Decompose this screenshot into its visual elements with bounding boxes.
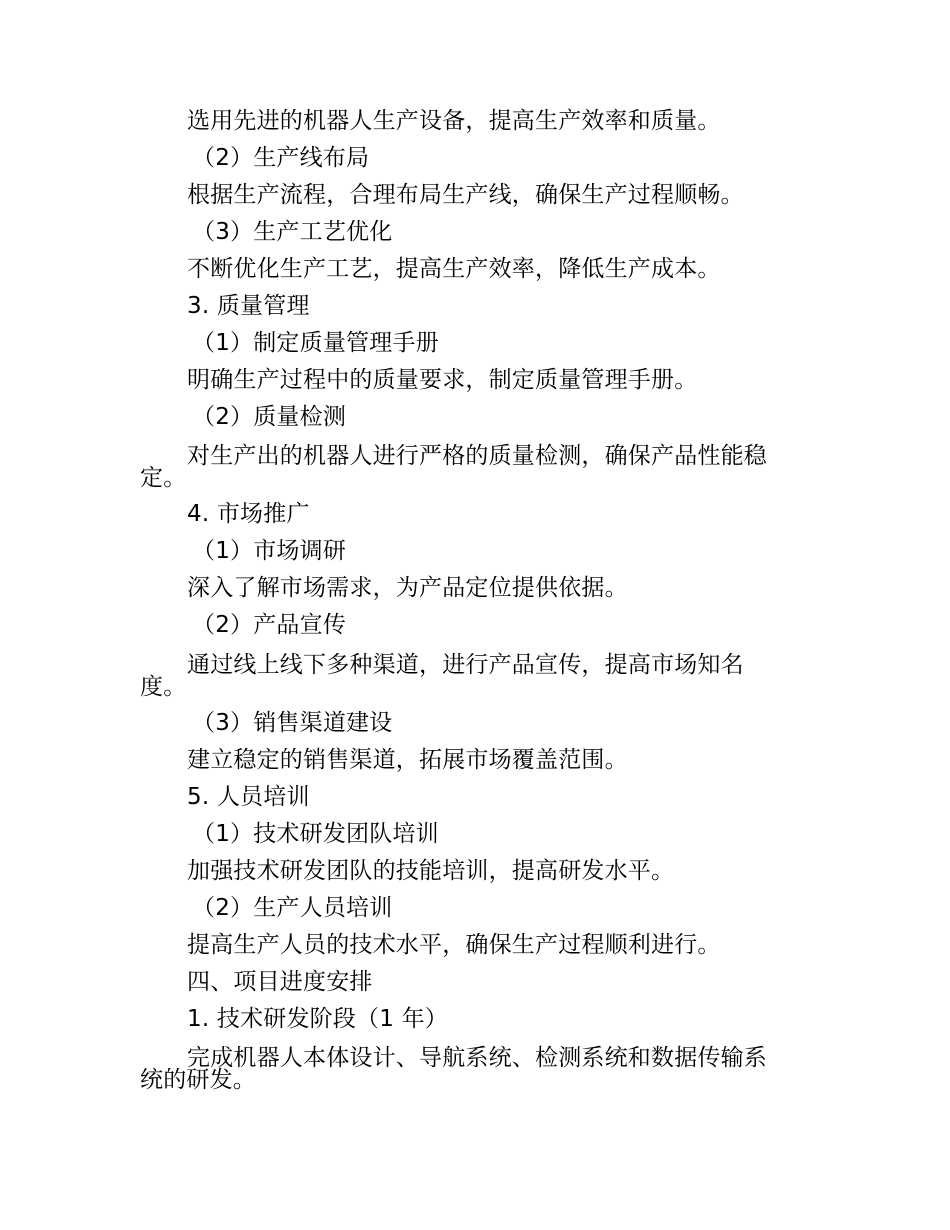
subheading: （2）产品宣传 [192, 612, 347, 638]
subheading: （3）生产工艺优化 [192, 219, 393, 245]
chapter-heading: 四、项目进度安排 [187, 969, 373, 995]
section-heading: 3. 质量管理 [187, 293, 310, 319]
paragraph-line: 不断优化生产工艺，提高生产效率，降低生产成本。 [187, 256, 721, 282]
paragraph-line: 建立稳定的销售渠道，拓展市场覆盖范围。 [187, 747, 628, 773]
subheading: （1）制定质量管理手册 [192, 330, 439, 356]
paragraph-line: 加强技术研发团队的技能培训，提高研发水平。 [187, 858, 675, 884]
paragraph-line-wrap: 统的研发。 [140, 1067, 256, 1093]
subheading: （2）质量检测 [192, 404, 347, 430]
subheading: （1）技术研发团队培训 [192, 821, 439, 847]
section-heading: 1. 技术研发阶段（1 年） [187, 1006, 448, 1032]
subheading: （3）销售渠道建设 [192, 710, 393, 736]
section-heading: 4. 市场推广 [187, 501, 310, 527]
paragraph-line: 完成机器人本体设计、导航系统、检测系统和数据传输系 [187, 1045, 767, 1071]
subheading: （1）市场调研 [192, 538, 347, 564]
paragraph-line: 选用先进的机器人生产设备，提高生产效率和质量。 [187, 108, 721, 134]
paragraph-line-wrap: 度。 [140, 674, 187, 700]
paragraph-line: 提高生产人员的技术水平，确保生产过程顺利进行。 [187, 932, 721, 958]
paragraph-line: 通过线上线下多种渠道，进行产品宣传，提高市场知名 [187, 652, 744, 678]
paragraph-line-wrap: 定。 [140, 465, 187, 491]
subheading: （2）生产人员培训 [192, 895, 393, 921]
section-heading: 5. 人员培训 [187, 784, 310, 810]
paragraph-line: 明确生产过程中的质量要求，制定质量管理手册。 [187, 367, 698, 393]
subheading: （2）生产线布局 [192, 145, 370, 171]
paragraph-line: 深入了解市场需求，为产品定位提供依据。 [187, 575, 628, 601]
paragraph-line: 对生产出的机器人进行严格的质量检测，确保产品性能稳 [187, 443, 767, 469]
paragraph-line: 根据生产流程，合理布局生产线，确保生产过程顺畅。 [187, 182, 744, 208]
